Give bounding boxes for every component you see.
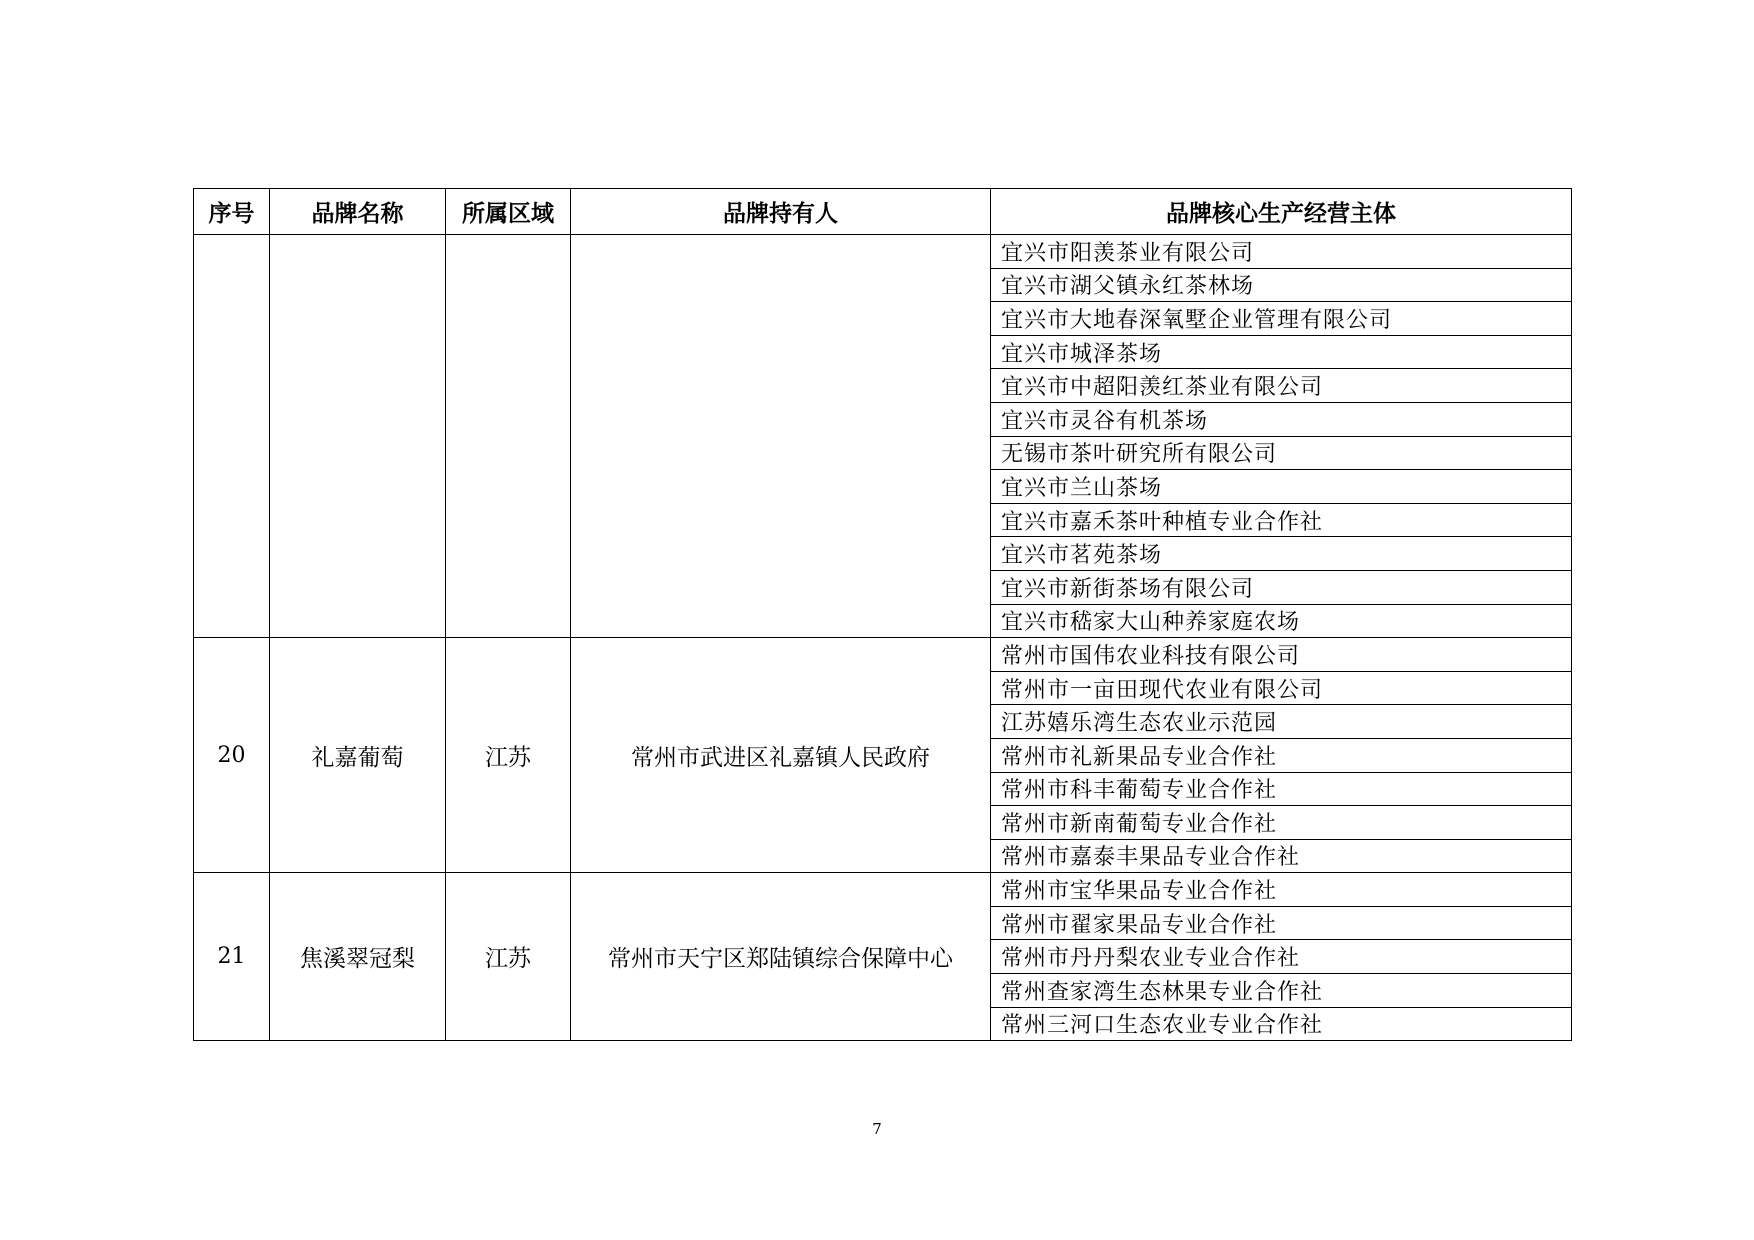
entity-cell: 常州市新南葡萄专业合作社: [991, 806, 1572, 840]
entity-cell: 宜兴市阳羡茶业有限公司: [991, 235, 1572, 269]
entity-cell: 常州市翟家果品专业合作社: [991, 906, 1572, 940]
serial-number-cell: 21: [194, 873, 270, 1041]
entity-cell: 常州三河口生态农业专业合作社: [991, 1007, 1572, 1041]
header-region: 所属区域: [446, 189, 571, 235]
serial-number-cell: 20: [194, 638, 270, 873]
entity-cell: 常州市科丰葡萄专业合作社: [991, 772, 1572, 806]
brand-name-cell: 礼嘉葡萄: [270, 638, 446, 873]
brand-holder-cell: 常州市武进区礼嘉镇人民政府: [571, 638, 991, 873]
region-cell: 江苏: [446, 873, 571, 1041]
entity-cell: 常州市一亩田现代农业有限公司: [991, 671, 1572, 705]
entity-cell: 宜兴市城泽茶场: [991, 335, 1572, 369]
entity-cell: 常州市国伟农业科技有限公司: [991, 638, 1572, 672]
continued-brand-cell: [270, 235, 446, 638]
table-row: [194, 873, 1572, 907]
entity-cell: 宜兴市新街茶场有限公司: [991, 570, 1572, 604]
brand-name-cell: 焦溪翠冠梨: [270, 873, 446, 1041]
entity-cell: 宜兴市大地春深氧墅企业管理有限公司: [991, 302, 1572, 336]
entity-cell: 宜兴市嵇家大山种养家庭农场: [991, 604, 1572, 638]
entity-cell: 宜兴市兰山茶场: [991, 470, 1572, 504]
header-brand-holder: 品牌持有人: [571, 189, 991, 235]
brand-table: [193, 188, 1572, 1041]
continued-holder-cell: [571, 235, 991, 638]
page-number: 7: [872, 1120, 882, 1138]
continued-region-cell: [446, 235, 571, 638]
continued-serial-cell: [194, 235, 270, 638]
table-row: [194, 638, 1572, 672]
entity-cell: 宜兴市嘉禾茶叶种植专业合作社: [991, 503, 1572, 537]
entity-cell: 宜兴市灵谷有机茶场: [991, 402, 1572, 436]
entity-cell: 宜兴市茗苑茶场: [991, 537, 1572, 571]
brand-holder-cell: 常州市天宁区郑陆镇综合保障中心: [571, 873, 991, 1041]
table-row: [194, 235, 1572, 269]
entity-cell: 常州市嘉泰丰果品专业合作社: [991, 839, 1572, 873]
entity-cell: 常州查家湾生态林果专业合作社: [991, 974, 1572, 1008]
header-serial-no: 序号: [194, 189, 270, 235]
header-brand-name: 品牌名称: [270, 189, 446, 235]
entity-cell: 宜兴市中超阳羡红茶业有限公司: [991, 369, 1572, 403]
entity-cell: 江苏嬉乐湾生态农业示范园: [991, 705, 1572, 739]
entity-cell: 常州市丹丹梨农业专业合作社: [991, 940, 1572, 974]
entity-cell: 无锡市茶叶研究所有限公司: [991, 436, 1572, 470]
entity-cell: 常州市宝华果品专业合作社: [991, 873, 1572, 907]
entity-cell: 宜兴市湖父镇永红茶林场: [991, 268, 1572, 302]
header-row: [194, 189, 1572, 235]
header-core-entities: 品牌核心生产经营主体: [991, 189, 1572, 235]
region-cell: 江苏: [446, 638, 571, 873]
entity-cell: 常州市礼新果品专业合作社: [991, 738, 1572, 772]
